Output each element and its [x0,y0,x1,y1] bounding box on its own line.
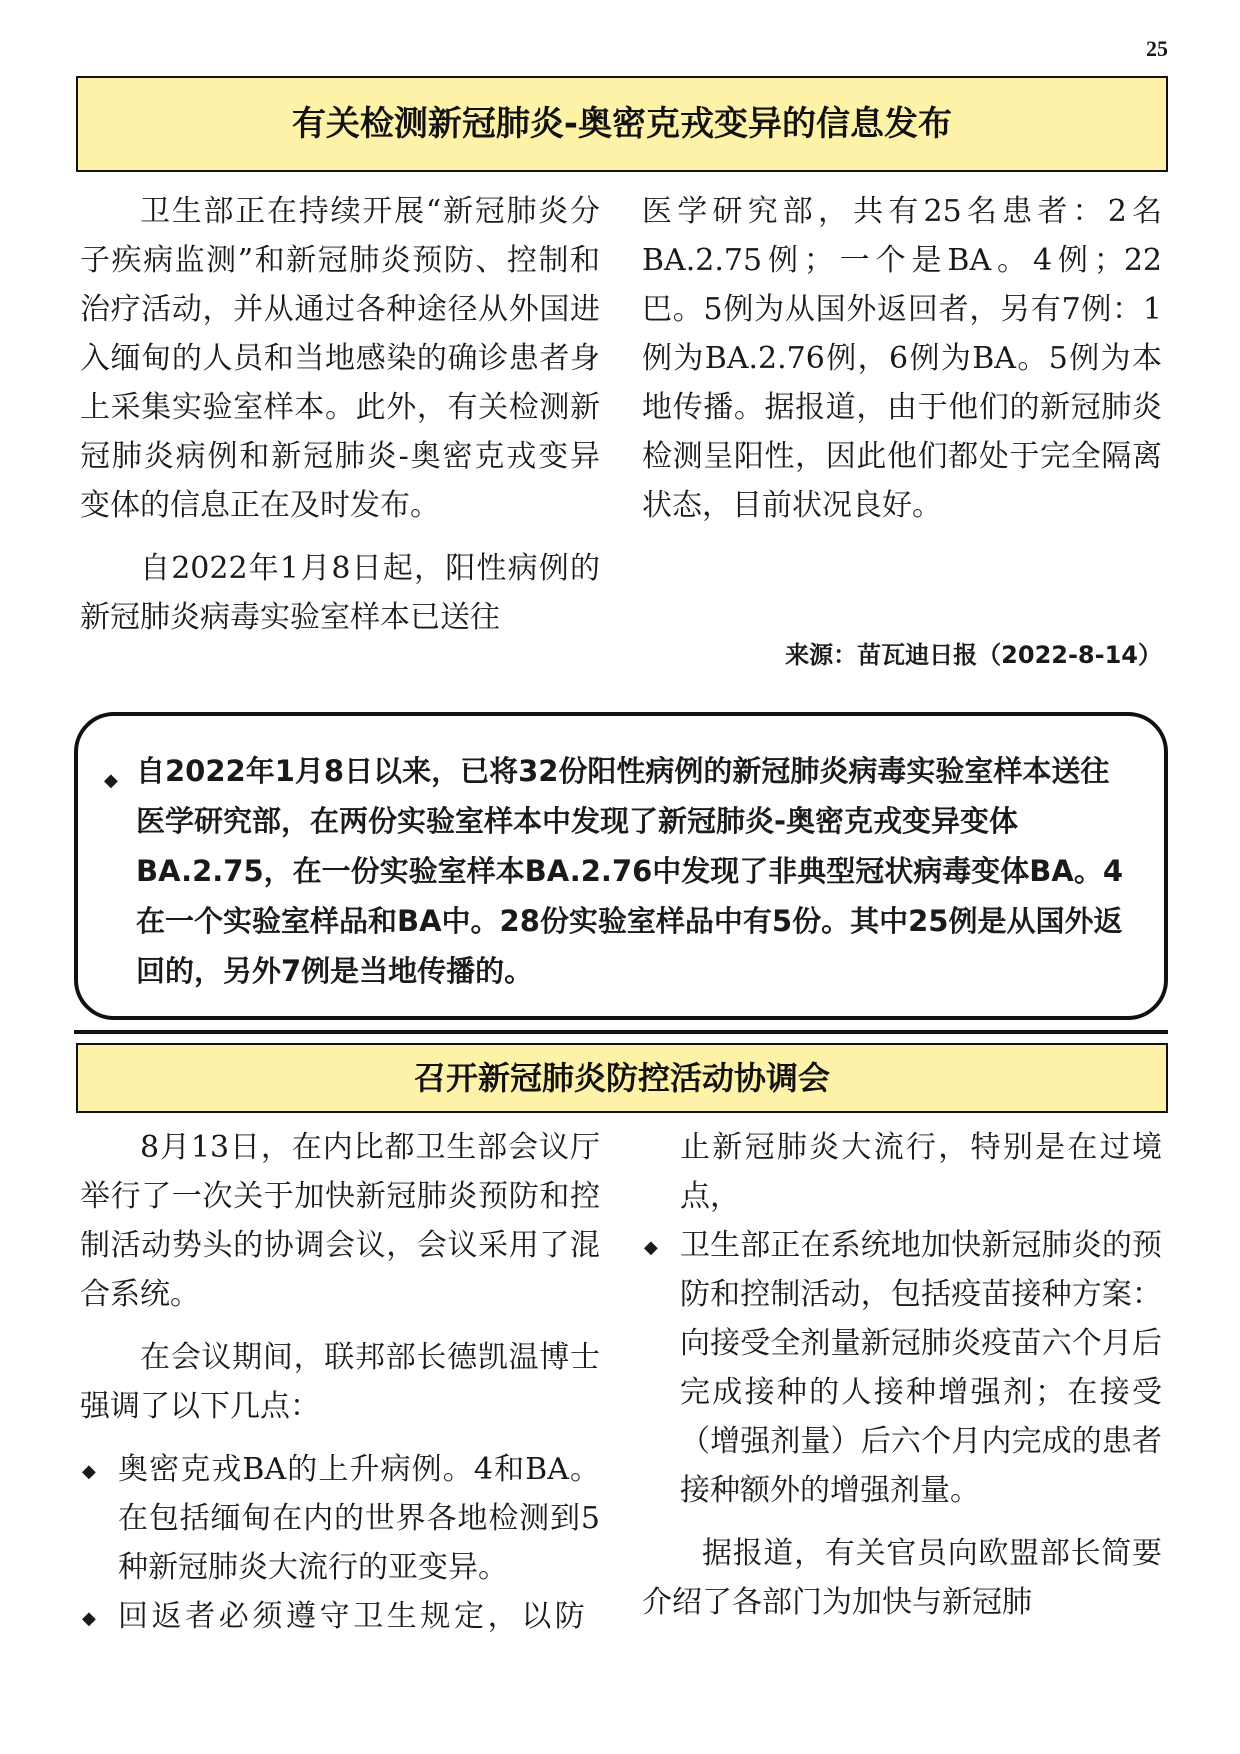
list-item-text: 回返者必须遵守卫生规定，以防 [118,1599,589,1634]
paragraph: 在会议期间，联邦部长德凯温博士强调了以下几点： [80,1340,600,1424]
list-item-text: 奥密克戎BA的上升病例。4和BA。在包括缅甸在内的世界各地检测到5种新冠肺炎大流行的亚变异。 [118,1452,600,1585]
diamond-bullet-icon: ◆ [82,1461,96,1482]
list-item-text: 止新冠肺炎大流行，特别是在过境点， [680,1130,1162,1214]
article-left-column [80,1123,600,1641]
article-left-column [80,187,600,642]
paragraph: 8月13日，在内比都卫生部会议厅举行了一次关于加快新冠肺炎预防和控制活动势头的协调会议，会议采用了混合系统。 [80,1130,600,1312]
article-right-column [642,187,1162,530]
list-item [642,1221,1162,1515]
section-divider [74,1030,1168,1034]
paragraph: 医学研究部，共有25名患者：2名BA.2.75例；一个是BA。4例；22巴。5例为从国外返回者，另有7例：1例为BA.2.76例，6例为BA。5例为本地传播。据报道，由于他们的新冠肺炎检测呈阳性，因此他们都处于完全隔离状态，目前状况良好。 [642,194,1162,523]
article-title: 召开新冠肺炎防控活动协调会 [76,1043,1168,1113]
article-title: 有关检测新冠肺炎-奥密克戎变异的信息发布 [76,76,1168,172]
list-item-text: 卫生部正在系统地加快新冠肺炎的预防和控制活动，包括疫苗接种方案：向接受全剂量新冠肺炎疫苗六个月后完成接种的人接种增强剂；在接受（增强剂量）后六个月内完成的患者接种额外的增强剂量。 [680,1228,1162,1508]
list-item-continued [642,1123,1162,1221]
diamond-bullet-icon: ◆ [644,1237,658,1258]
source-citation: 来源：苗瓦迪日报（2022-8-14） [785,641,1162,669]
article-right-column [642,1123,1162,1627]
paragraph: 自2022年1月8日起，阳性病例的新冠肺炎病毒实验室样本已送往 [80,551,600,635]
highlight-callout-box [74,712,1168,1020]
diamond-bullet-icon: ◆ [104,770,118,791]
list-item [80,1592,600,1641]
list-item [80,1445,600,1592]
paragraph: 卫生部正在持续开展“新冠肺炎分子疾病监测”和新冠肺炎预防、控制和治疗活动，并从通过各种途径从外国进入缅甸的人员和当地感染的确诊患者身上采集实验室样本。此外，有关检测新冠肺炎病例和新冠肺炎-奥密克戎变异变体的信息正在及时发布。 [80,194,600,523]
paragraph: 据报道，有关官员向欧盟部长简要介绍了各部门为加快与新冠肺 [642,1536,1162,1620]
callout-text: 自2022年1月8日以来，已将32份阳性病例的新冠肺炎病毒实验室样本送往医学研究部，在两份实验室样本中发现了新冠肺炎-奥密克戎变异变体BA.2.75，在一份实验室样本BA.2.76中发现了非典型冠状病毒变体BA。4在一个实验室样品和BA中。28份实验室样品中有5份。其中25例是从国外返回的，另外7例是当地传播的。 [136,754,1124,988]
diamond-bullet-icon: ◆ [82,1608,96,1629]
page-number: 25 [1146,36,1168,61]
